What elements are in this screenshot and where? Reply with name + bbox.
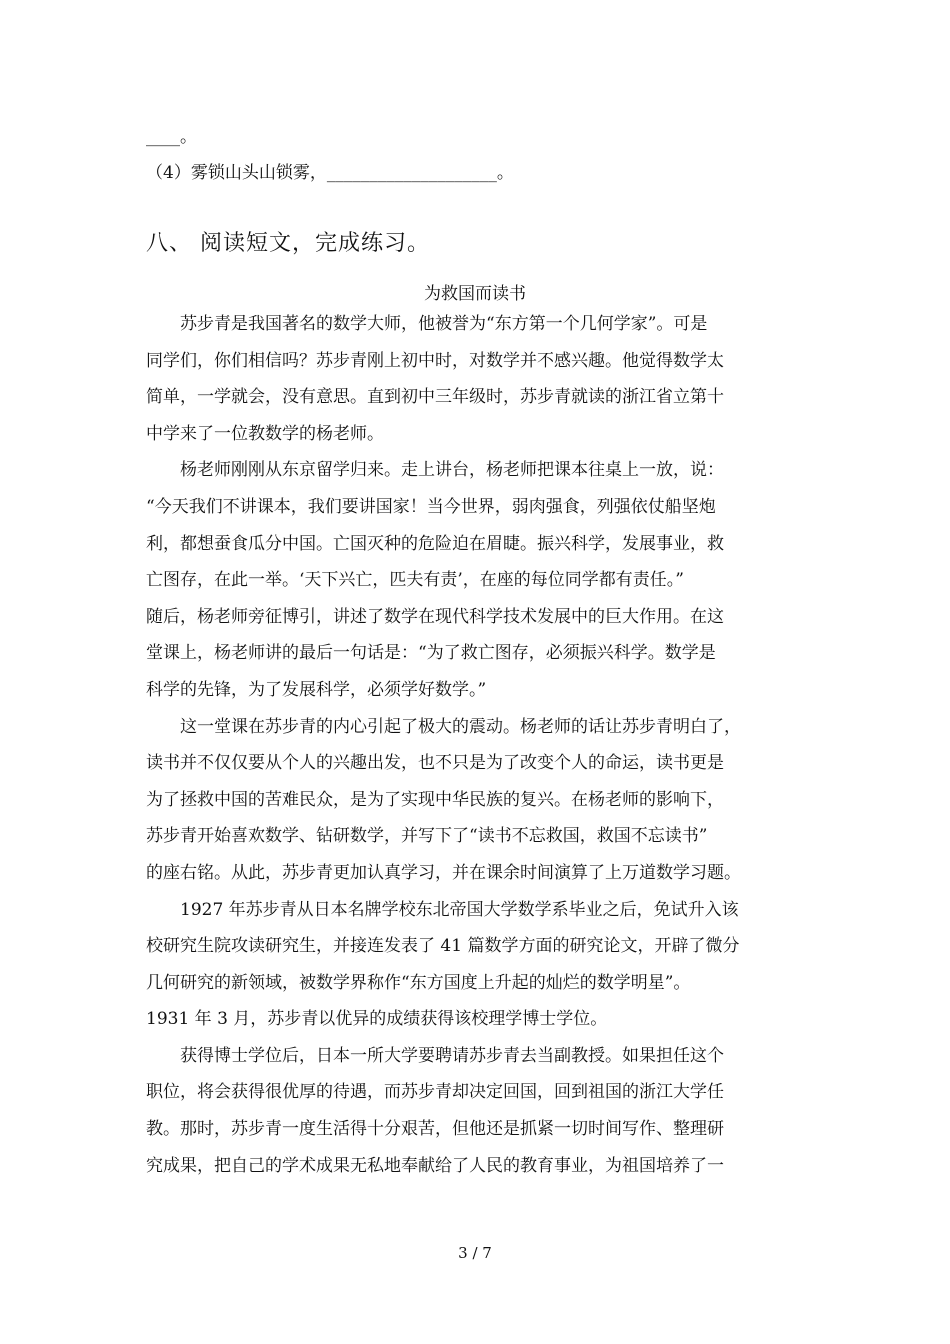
passage-title: 为救国而读书: [424, 284, 526, 304]
passage-line: 杨老师刚刚从东京留学归来。走上讲台，杨老师把课本往桌上一放，说：: [180, 460, 724, 481]
passage-line: 究成果，把自己的学术成果无私地奉献给了人民的教育事业，为祖国培养了一: [146, 1155, 724, 1176]
passage-line: 科学的先锋，为了发展科学，必须学好数学。”: [146, 679, 487, 700]
passage-line: 教。那时，苏步青一度生活得十分艰苦，但他还是抓紧一切时间写作、整理研: [146, 1119, 724, 1140]
answer-fragment: ____。: [146, 127, 197, 147]
passage-line: 读书并不仅仅要从个人的兴趣出发，也不只是为了改变个人的命运，读书更是: [146, 753, 724, 774]
passage-line: 中学来了一位教数学的杨老师。: [146, 423, 384, 444]
passage-line: 这一堂课在苏步青的内心引起了极大的震动。杨老师的话让苏步青明白了，: [180, 716, 741, 737]
passage-line: 随后，杨老师旁征博引，讲述了数学在现代科学技术发展中的巨大作用。在这: [146, 606, 724, 627]
passage-line: 苏步青是我国著名的数学大师，他被誉为“东方第一个几何学家”。可是: [180, 314, 708, 334]
passage-line: 为了拯救中国的苦难民众，是为了实现中华民族的复兴。在杨老师的影响下，: [146, 789, 724, 810]
passage-line: 1931 年 3 月，苏步青以优异的成绩获得该校理学博士学位。: [146, 1009, 608, 1030]
passage-line: 堂课上，杨老师讲的最后一句话是：“为了救亡图存，必须振兴科学。数学是: [146, 643, 716, 664]
passage-line: “今天我们不讲课本，我们要讲国家！当今世界，弱肉强食，列强依仗船坚炮: [146, 496, 716, 517]
passage-body: [146, 306, 806, 1184]
passage-line: 简单，一学就会，没有意思。直到初中三年级时，苏步青就读的浙江省立第十: [146, 387, 724, 408]
passage-line: 职位，将会获得很优厚的待遇，而苏步青却决定回国，回到祖国的浙江大学任: [146, 1082, 724, 1103]
question-item-4: （4）雾锁山头山锁雾，____________________。: [146, 163, 514, 183]
page-number: 3 / 7: [458, 1244, 492, 1262]
passage-line: 校研究生院攻读研究生，并接连发表了 41 篇数学方面的研究论文，开辟了微分: [146, 936, 740, 957]
passage-line: 的座右铭。从此，苏步青更加认真学习，并在课余时间演算了上万道数学习题。: [146, 862, 741, 883]
passage-line: 亡图存，在此一举。‘天下兴亡，匹夫有责’，在座的每位同学都有责任。”: [146, 570, 684, 591]
passage-line: 几何研究的新领域，被数学界称作“东方国度上升起的灿烂的数学明星”。: [146, 972, 691, 993]
passage-line: 1927 年苏步青从日本名牌学校东北帝国大学数学系毕业之后，免试升入该: [180, 899, 739, 920]
passage-line: 获得博士学位后，日本一所大学要聘请苏步青去当副教授。如果担任这个: [180, 1045, 724, 1066]
section-heading: 八、 阅读短文，完成练习。: [146, 231, 430, 256]
passage-line: 苏步青开始喜欢数学、钻研数学，并写下了“读书不忘救国，救国不忘读书”: [146, 826, 708, 847]
passage-line: 利，都想蚕食瓜分中国。亡国灭种的危险迫在眉睫。振兴科学，发展事业，救: [146, 533, 724, 554]
passage-line: 同学们，你们相信吗？苏步青刚上初中时，对数学并不感兴趣。他觉得数学太: [146, 350, 724, 371]
